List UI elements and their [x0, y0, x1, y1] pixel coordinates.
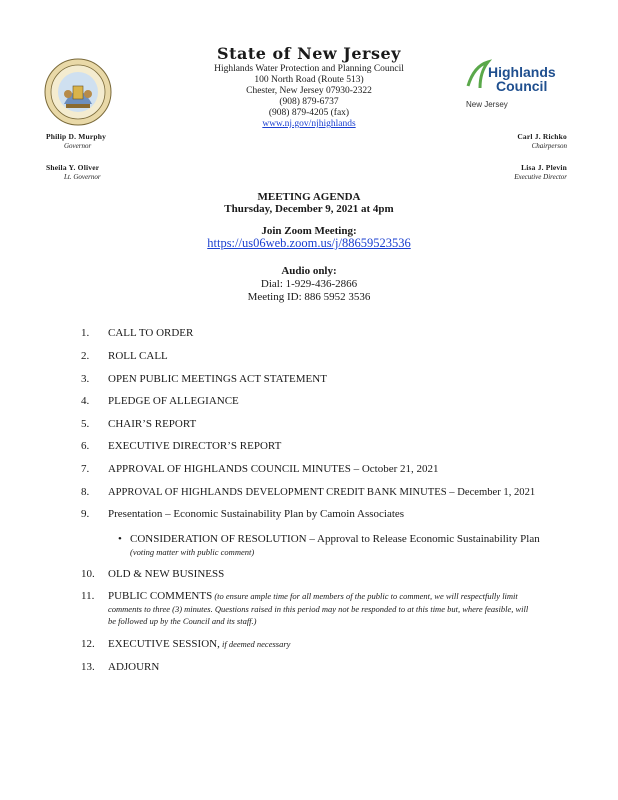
item-text: PLEDGE OF ALLEGIANCE [108, 395, 239, 407]
dial-number: Dial: 1-929-436-2866 [260, 278, 358, 290]
item-note: comments to three (3) minutes. Questions raised in this period may not be responded to at this time but, where feasible, will [108, 604, 529, 614]
item-text: APPROVAL OF HIGHLANDS COUNCIL MINUTES – October 21, 2021 [108, 463, 439, 475]
item-number: 9. [81, 508, 90, 520]
audio-label: Audio only: [281, 265, 337, 277]
chairperson-name: Carl J. Richko [517, 132, 567, 141]
lt-governor-name: Sheila Y. Oliver [46, 163, 100, 172]
item-text: OPEN PUBLIC MEETINGS ACT STATEMENT [108, 373, 327, 385]
item-number: 8. [81, 486, 90, 498]
item-number: 2. [81, 350, 90, 362]
item-text: EXECUTIVE SESSION, [108, 638, 220, 650]
item-text: Presentation – Economic Sustainability Plan by Camoin Associates [108, 508, 405, 520]
item-note: be followed up by the Council and its staff.) [108, 616, 257, 626]
fax-number: (908) 879-4205 (fax) [268, 108, 350, 118]
item-text: CHAIR’S REPORT [108, 418, 197, 430]
logo-line-1: Highlands [488, 64, 556, 80]
council-name: Highlands Water Protection and Planning Council [214, 64, 404, 74]
agenda-date: Thursday, December 9, 2021 at 4pm [224, 203, 394, 215]
lt-governor-title: Lt. Governor [64, 173, 101, 181]
item-number: 12. [81, 638, 95, 650]
state-title: State of New Jersey [217, 44, 401, 63]
logo-line-2: Council [496, 78, 548, 94]
public-comments-block [108, 590, 558, 627]
bullet-icon: • [118, 533, 122, 545]
item-number: 7. [81, 463, 90, 475]
agenda-title: MEETING AGENDA [257, 191, 361, 203]
sub-item-text: CONSIDERATION OF RESOLUTION – Approval to Release Economic Sustainability Plan [130, 533, 540, 545]
meeting-id-value: 886 5952 3536 [304, 291, 371, 303]
sub-item-note: (voting matter with public comment) [130, 547, 255, 557]
item-text: EXECUTIVE DIRECTOR’S REPORT [108, 440, 282, 452]
phone-number: (908) 879-6737 [279, 97, 339, 107]
meeting-id-label: Meeting ID: [247, 291, 302, 303]
item-number: 4. [81, 395, 90, 407]
chairperson-title: Chairperson [531, 142, 567, 150]
item-text: PUBLIC COMMENTS [108, 590, 213, 602]
item-note: if deemed necessary [219, 639, 291, 649]
item-text: CALL TO ORDER [108, 327, 194, 339]
governor-title: Governor [64, 142, 92, 150]
website-link[interactable]: www.nj.gov/njhighlands [262, 119, 356, 129]
item-number: 6. [81, 440, 90, 452]
zoom-meeting-link[interactable]: https://us06web.zoom.us/j/88659523536 [207, 236, 411, 250]
meeting-id [0, 291, 618, 304]
item-number: 11. [81, 590, 95, 602]
executive-director-title: Executive Director [514, 173, 567, 181]
item-number: 1. [81, 327, 90, 339]
item-text: OLD & NEW BUSINESS [108, 568, 225, 580]
item-note: (to ensure ample time for all members of the public to comment, we will respectfully limit [212, 591, 518, 601]
governor-name: Philip D. Murphy [46, 132, 107, 141]
zoom-label: Join Zoom Meeting: [261, 225, 357, 237]
item-text: APPROVAL OF HIGHLANDS DEVELOPMENT CREDIT BANK MINUTES – December 1, 2021 [108, 487, 536, 498]
address-line-2: Chester, New Jersey 07930-2322 [246, 86, 372, 96]
address-line-1: 100 North Road (Route 513) [254, 75, 364, 85]
executive-director-name: Lisa J. Plevin [521, 163, 567, 172]
item-text: ROLL CALL [108, 350, 168, 362]
item-number: 5. [81, 418, 90, 430]
item-number: 10. [81, 568, 95, 580]
item-number: 3. [81, 373, 90, 385]
logo-region: New Jersey [466, 100, 508, 109]
item-number: 13. [81, 661, 95, 673]
item-text: ADJOURN [108, 661, 160, 673]
